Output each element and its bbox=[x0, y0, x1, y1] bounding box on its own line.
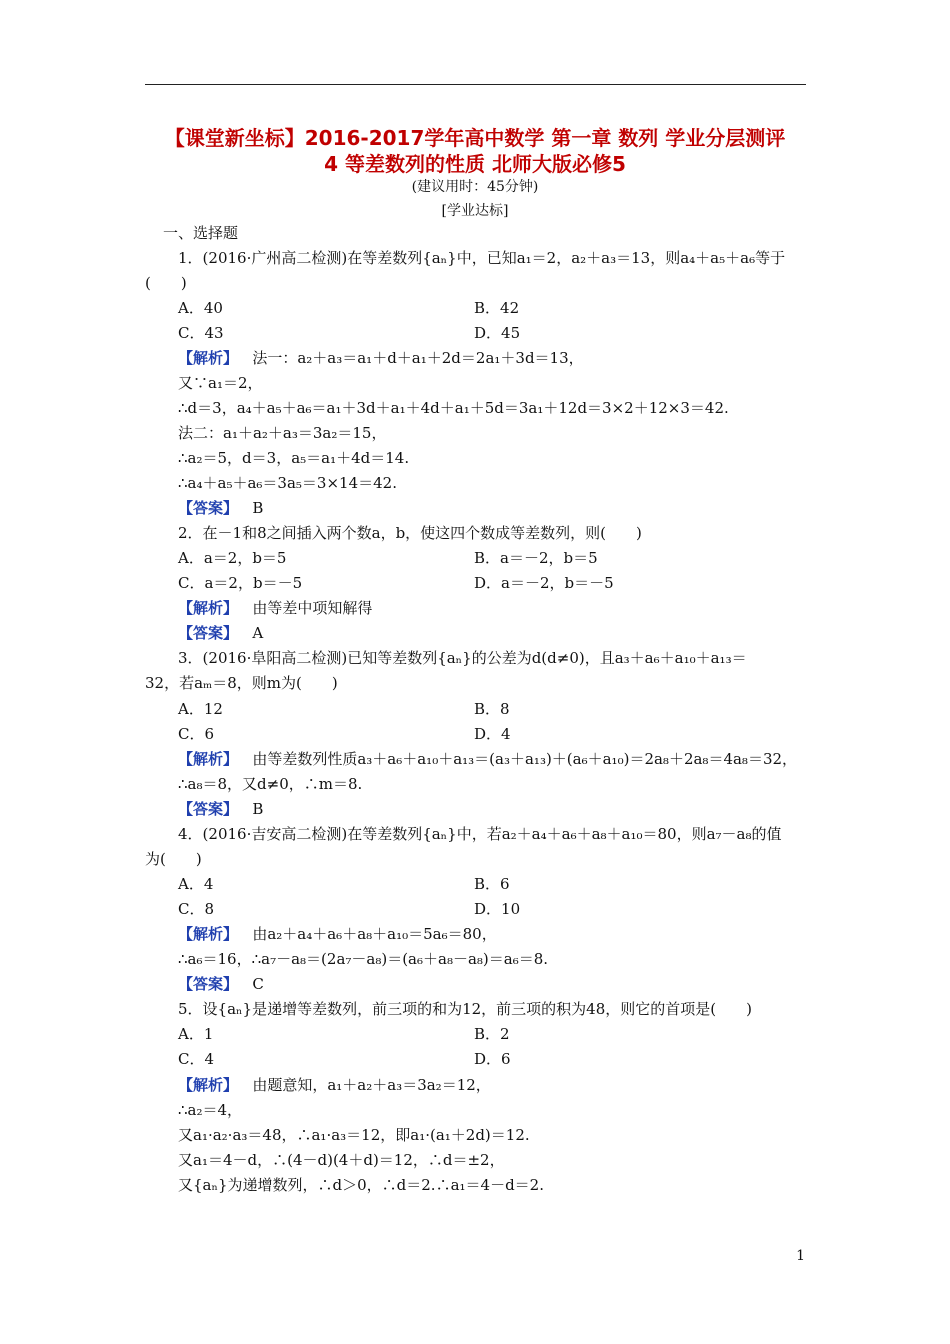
q4-option-b: B．6 bbox=[474, 875, 510, 893]
q4-answer bbox=[178, 973, 264, 995]
page-number: 1 bbox=[796, 1248, 805, 1264]
q3-option-c: C．6 bbox=[178, 725, 215, 743]
q1-analysis-line-4: 法二：a₁＋a₂＋a₃＝3a₂＝15， bbox=[178, 424, 387, 442]
q4-stem-line-2: 为( ) bbox=[145, 850, 202, 868]
q2-option-b: B．a＝－2，b＝5 bbox=[474, 549, 598, 567]
q3-analysis-line-2: ∴a₈＝8，又d≠0，∴m＝8. bbox=[178, 775, 363, 793]
q5-analysis-line-4: 又a₁＝4－d，∴(4－d)(4＋d)＝12，∴d＝±2， bbox=[178, 1151, 505, 1169]
q5-option-d: D．6 bbox=[474, 1050, 511, 1068]
q5-analysis-line-5: 又{aₙ}为递增数列，∴d＞0，∴d＝2.∴a₁＝4－d＝2. bbox=[178, 1176, 544, 1194]
q3-answer-value: B bbox=[252, 800, 264, 818]
q4-stem-line-1: 4．(2016·吉安高二检测)在等差数列{aₙ}中，若a₂＋a₄＋a₆＋a₈＋a₁₀＝80，则a₇－a₈的值 bbox=[178, 825, 782, 843]
analysis-label: 【解析】 bbox=[178, 750, 239, 768]
q1-analysis-line-5: ∴a₂＝5，d＝3，a₅＝a₁＋4d＝14. bbox=[178, 449, 410, 467]
q5-option-c: C．4 bbox=[178, 1050, 215, 1068]
part-heading: 一、选择题 bbox=[163, 224, 239, 242]
q1-analysis-text: 法一：a₂＋a₃＝a₁＋d＋a₁＋2d＝2a₁＋3d＝13， bbox=[252, 349, 584, 367]
q1-stem-line-1: 1．(2016·广州高二检测)在等差数列{aₙ}中，已知a₁＝2，a₂＋a₃＝13，则a₄＋a₅＋a₆等于 bbox=[178, 249, 786, 267]
q2-analysis-line-1 bbox=[178, 597, 372, 619]
q3-answer bbox=[178, 798, 263, 820]
q2-analysis-text: 由等差中项知解得 bbox=[252, 599, 373, 617]
q2-option-c: C．a＝2，b＝－5 bbox=[178, 574, 303, 592]
q4-option-d: D．10 bbox=[474, 900, 521, 918]
q2-stem-line-1: 2．在－1和8之间插入两个数a，b，使这四个数成等差数列，则( ) bbox=[178, 524, 642, 542]
answer-label: 【答案】 bbox=[178, 499, 239, 517]
q2-answer bbox=[178, 622, 263, 644]
q3-analysis-text: 由等差数列性质a₃＋a₆＋a₁₀＋a₁₃＝(a₃＋a₁₃)＋(a₆＋a₁₀)＝2a₈＋2a₈＝4a₈＝32， bbox=[252, 750, 798, 768]
q4-analysis-text: 由a₂＋a₄＋a₆＋a₈＋a₁₀＝5a₆＝80， bbox=[252, 925, 497, 943]
q5-option-b: B．2 bbox=[474, 1025, 510, 1043]
q1-option-a: A．40 bbox=[178, 299, 223, 317]
q4-analysis-line-2: ∴a₆＝16，∴a₇－a₈＝(2a₇－a₈)＝(a₆＋a₈－a₈)＝a₆＝8. bbox=[178, 950, 549, 968]
answer-label: 【答案】 bbox=[178, 975, 239, 993]
q2-option-d: D．a＝－2，b＝－5 bbox=[474, 574, 614, 592]
analysis-label: 【解析】 bbox=[178, 1076, 239, 1094]
header-rule bbox=[145, 84, 806, 85]
q5-stem-line-1: 5．设{aₙ}是递增等差数列，前三项的和为12，前三项的积为48，则它的首项是( ) bbox=[178, 1000, 752, 1018]
q4-option-c: C．8 bbox=[178, 900, 215, 918]
q3-stem-line-2: 32，若aₘ＝8，则m为( ) bbox=[145, 674, 338, 692]
doc-title-line-2: 4 等差数列的性质 北师大版必修5 bbox=[324, 152, 626, 176]
q1-stem-line-2: ( ) bbox=[145, 274, 187, 292]
q4-analysis-line-1 bbox=[178, 923, 497, 945]
analysis-label: 【解析】 bbox=[178, 925, 239, 943]
analysis-label: 【解析】 bbox=[178, 349, 239, 367]
q5-analysis-line-2: ∴a₂＝4， bbox=[178, 1101, 243, 1119]
answer-label: 【答案】 bbox=[178, 624, 239, 642]
q5-analysis-line-1 bbox=[178, 1074, 491, 1096]
q5-analysis-line-3: 又a₁·a₂·a₃＝48，∴a₁·a₃＝12，即a₁·(a₁＋2d)＝12. bbox=[178, 1126, 530, 1144]
q5-option-a: A．1 bbox=[178, 1025, 214, 1043]
doc-title-line-1: 【课堂新坐标】2016-2017学年高中数学 第一章 数列 学业分层测评 bbox=[164, 126, 786, 150]
q1-analysis-line-6: ∴a₄＋a₅＋a₆＝3a₅＝3×14＝42. bbox=[178, 474, 397, 492]
q1-analysis-line-1 bbox=[178, 347, 584, 369]
q1-analysis-line-3: ∴d＝3，a₄＋a₅＋a₆＝a₁＋3d＋a₁＋4d＋a₁＋5d＝3a₁＋12d＝3×2＋12×3＝42. bbox=[178, 399, 729, 417]
q1-answer bbox=[178, 497, 263, 519]
q3-option-d: D．4 bbox=[474, 725, 511, 743]
q1-option-d: D．45 bbox=[474, 324, 521, 342]
q3-option-b: B．8 bbox=[474, 700, 510, 718]
q1-analysis-line-2: 又∵a₁＝2， bbox=[178, 374, 263, 392]
q5-analysis-text: 由题意知，a₁＋a₂＋a₃＝3a₂＝12， bbox=[252, 1076, 491, 1094]
analysis-label: 【解析】 bbox=[178, 599, 239, 617]
q2-answer-value: A bbox=[252, 624, 264, 642]
section-heading: [学业达标] bbox=[441, 203, 509, 219]
answer-label: 【答案】 bbox=[178, 800, 239, 818]
q3-stem-line-1: 3．(2016·阜阳高二检测)已知等差数列{aₙ}的公差为d(d≠0)，且a₃＋a₆＋a₁₀＋a₁₃＝ bbox=[178, 649, 747, 667]
q4-option-a: A．4 bbox=[178, 875, 214, 893]
q4-answer-value: C bbox=[252, 975, 264, 993]
q2-option-a: A．a＝2，b＝5 bbox=[178, 549, 287, 567]
q3-analysis-line-1 bbox=[178, 748, 797, 770]
q1-option-c: C．43 bbox=[178, 324, 224, 342]
time-note: (建议用时：45分钟) bbox=[411, 179, 539, 195]
q1-answer-value: B bbox=[252, 499, 264, 517]
q3-option-a: A．12 bbox=[178, 700, 223, 718]
q1-option-b: B．42 bbox=[474, 299, 520, 317]
